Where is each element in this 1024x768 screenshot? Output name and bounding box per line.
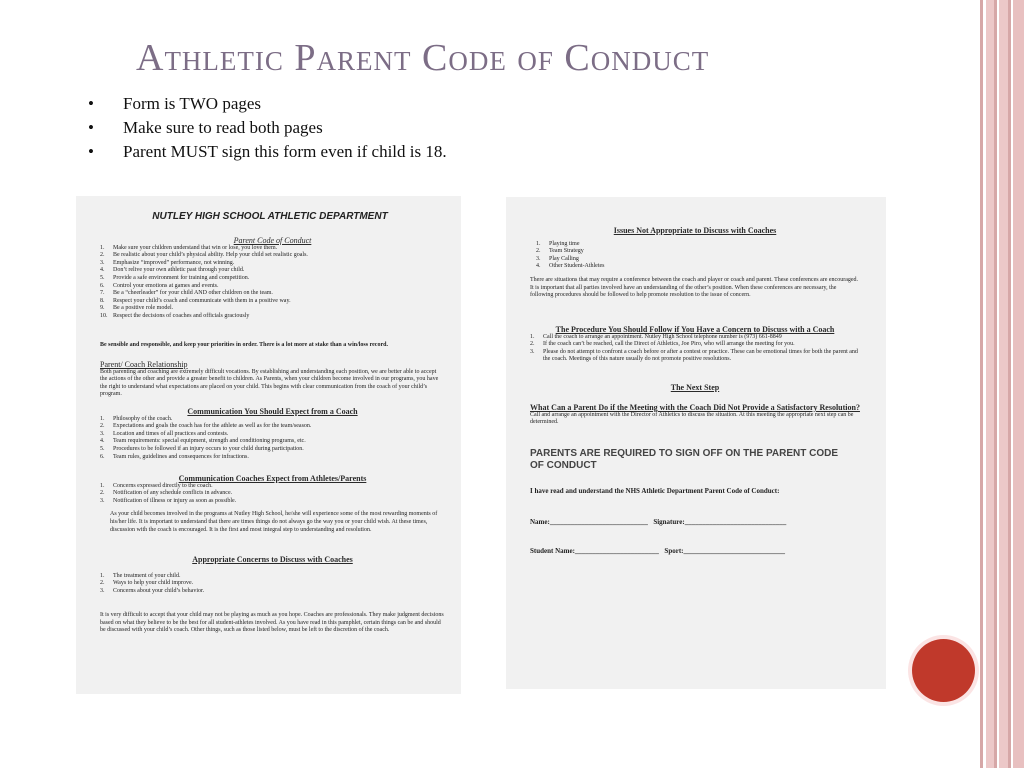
page1-header-block [100,213,440,221]
bullet-item: • Make sure to read both pages [88,116,447,140]
parent-coach-section [100,361,445,399]
paragraph: Call and arrange an appointment with the Director of Athletics to discuss the situation. At this meeting the appropriate next step can be determined. [530,411,854,426]
list-item: 3. Location and times of all practices and contests. [100,430,229,437]
athlete-communication-section [100,475,445,534]
list-item: 6. Control your emotions at games and events. [100,282,219,289]
list-item: 1. Make sure your children understand that win or lose, you love them. [100,244,278,251]
section-title: The Next Step [670,383,720,392]
acknowledgement-text: I have read and understand the NHS Athletic Department Parent Code of Conduct: [530,487,780,495]
student-name-field[interactable]: Student Name:________________________ [530,547,659,555]
student-row [530,548,875,557]
decorative-stripe [1013,0,1024,768]
procedure-section [530,326,860,364]
coach-communication-list [100,416,445,462]
list-item: 3. Concerns about your child’s behavior. [100,587,205,594]
list-item: 1. Philosophy of the coach. [100,415,173,422]
paragraph: Both parenting and coaching are extremely difficult vocations. By establishing and understanding each position, we are better able to accept the actions of the other and provide a greater benefit to children. As Parents, when your children become involved in our programs, you have the right to understand what expectations are placed on your child. This begins with clear communication from the coach of your child’s program. [100,368,439,398]
parent-code-section [100,237,445,321]
list-item: 1. Call the coach to arrange an appointment. Nutley High School telephone number is (973) 661-8849 [530,333,782,340]
decorative-stripe [994,0,997,768]
decorative-stripe [1008,0,1011,768]
paragraph: As your child becomes involved in the programs at Nutley High School, he/she will experience some of the most rewarding moments of his/her life. It is important to understand that there are times things do not always go the way you or your child wish. At these times, discussion with the coach is encouraged. It is the first and most integral step to understanding and resolution. [110,511,438,533]
list-item: 2. If the coach can’t be reached, call the Direct of Athletics, Joe Piro, who will arrange the meeting for you. [530,341,795,348]
decorative-stripe [999,0,1008,768]
section-title: Parent/ Coach Relationship [100,360,188,369]
list-item: 3. Emphasize “improved” performance, not winning. [100,259,235,266]
list-item: 5. Provide a safe environment for training and competition. [100,274,250,281]
list-item: 2. Be realistic about your child’s physical ability. Help your child set realistic goals. [100,252,308,259]
document-header: NUTLEY HIGH SCHOOL ATHLETIC DEPARTMENT [152,211,388,222]
decorative-circle [912,639,975,702]
section-title: Communication You Should Expect from a Coach [187,407,358,416]
parent-code-list [100,245,445,321]
paragraph: There are situations that may require a conference between the coach and player or coach and parent. These conferences are encouraged. It is important that all parties involved have an understanding of the other’s position. When these conferences are necessary, the following procedures should be followed to help promote resolution to the issue of concern. [530,276,859,299]
next-step-section [530,384,860,392]
list-item: 2. Team Strategy [536,248,584,255]
document-page-1 [76,196,461,694]
unsatisfactory-section [530,404,860,427]
bullet-icon: • [88,118,94,137]
section-title: The Procedure You Should Follow if You Have a Concern to Discuss with a Coach [555,325,835,334]
list-item: 6. Team rules, guidelines and consequences for infractions. [100,453,249,460]
issues-section [530,227,860,300]
issues-list [530,241,860,271]
bullet-icon: • [88,142,94,161]
list-item: 9. Be a positive role model. [100,305,174,312]
list-item: 2. Ways to help your child improve. [100,580,194,587]
section-title: Issues Not Appropriate to Discuss with Coaches [613,226,777,235]
list-item: 2. Notification of any schedule conflicts in advance. [100,490,233,497]
bullet-icon: • [88,94,94,113]
procedure-list [530,334,860,364]
decorative-stripe [986,0,994,768]
list-item: 2. Expectations and goals the coach has for the athlete as well as for the team/season. [100,423,312,430]
list-item: 1. The treatment of your child. [100,572,181,579]
list-item: 4. Team requirements: special equipment, strength and conditioning programs, etc. [100,438,306,445]
list-item: 10. Respect the decisions of coaches and officials graciously [100,312,250,319]
list-item: 8. Respect your child’s coach and communicate with them in a positive way. [100,297,291,304]
list-item: 3. Play Calling [536,255,579,262]
list-item: 4. Don’t relive your own athletic past through your child. [100,267,245,274]
section-title: What Can a Parent Do if the Meeting with the Coach Did Not Provide a Satisfactory Resolution? [530,403,860,412]
coach-communication-section [100,408,445,461]
athlete-communication-list [100,483,445,506]
list-item: 5. Procedures to be followed if an injury occurs to your child during participation. [100,445,304,452]
list-item: 3. Please do not attempt to confront a coach before or after a contest or practice. These can be emotional times for both the parent and the coach. Meetings of this nature usually do not promote positive resolutions. [530,348,858,363]
list-item: 3. Notification of illness or injury as soon as possible. [100,497,237,504]
list-item: 1. Concerns expressed directly to the coach. [100,482,213,489]
name-field[interactable]: Name:____________________________ [530,518,648,526]
signature-row [530,519,875,528]
list-item: 1. Playing time [536,240,580,247]
section-title: Parent Code of Conduct [233,236,312,245]
sport-field[interactable]: Sport:_____________________________ [664,547,785,555]
list-item: 4. Other Student-Athletes [536,263,605,270]
bullet-item: • Parent MUST sign this form even if child is 18. [88,140,447,164]
signature-field[interactable]: Signature:_____________________________ [653,518,787,526]
sensible-note: Be sensible and responsible, and keep your priorities in order. There is a lot more at stake than a win/loss record. [100,342,388,348]
appropriate-concerns-section [100,556,445,595]
required-notice: PARENTS ARE REQUIRED TO SIGN OFF ON THE PARENT CODE OF CONDUCT [530,448,838,471]
closing-paragraph: It is very difficult to accept that your child may not be playing as much as you hope. Coaches are professionals. They make judgment decisions based on what they believe to be the best for all student-athletes involved. As you have read in this pamphlet, certain things can be and should be discussed with your child’s coach. Other things, such as those listed below, must be left to the discretion of the coach. [100,612,444,634]
appropriate-concerns-list [100,573,445,596]
bullet-item: • Form is TWO pages [88,92,447,116]
section-title: Appropriate Concerns to Discuss with Coaches [192,555,353,564]
section-title: Communication Coaches Expect from Athletes/Parents [178,474,367,483]
bullet-list [88,92,447,164]
document-page-2 [506,197,886,689]
slide-title: Athletic Parent Code of Conduct [136,37,710,79]
decorative-stripe [980,0,983,768]
list-item: 7. Be a “cheerleader” for your child AND other children on the team. [100,290,273,297]
